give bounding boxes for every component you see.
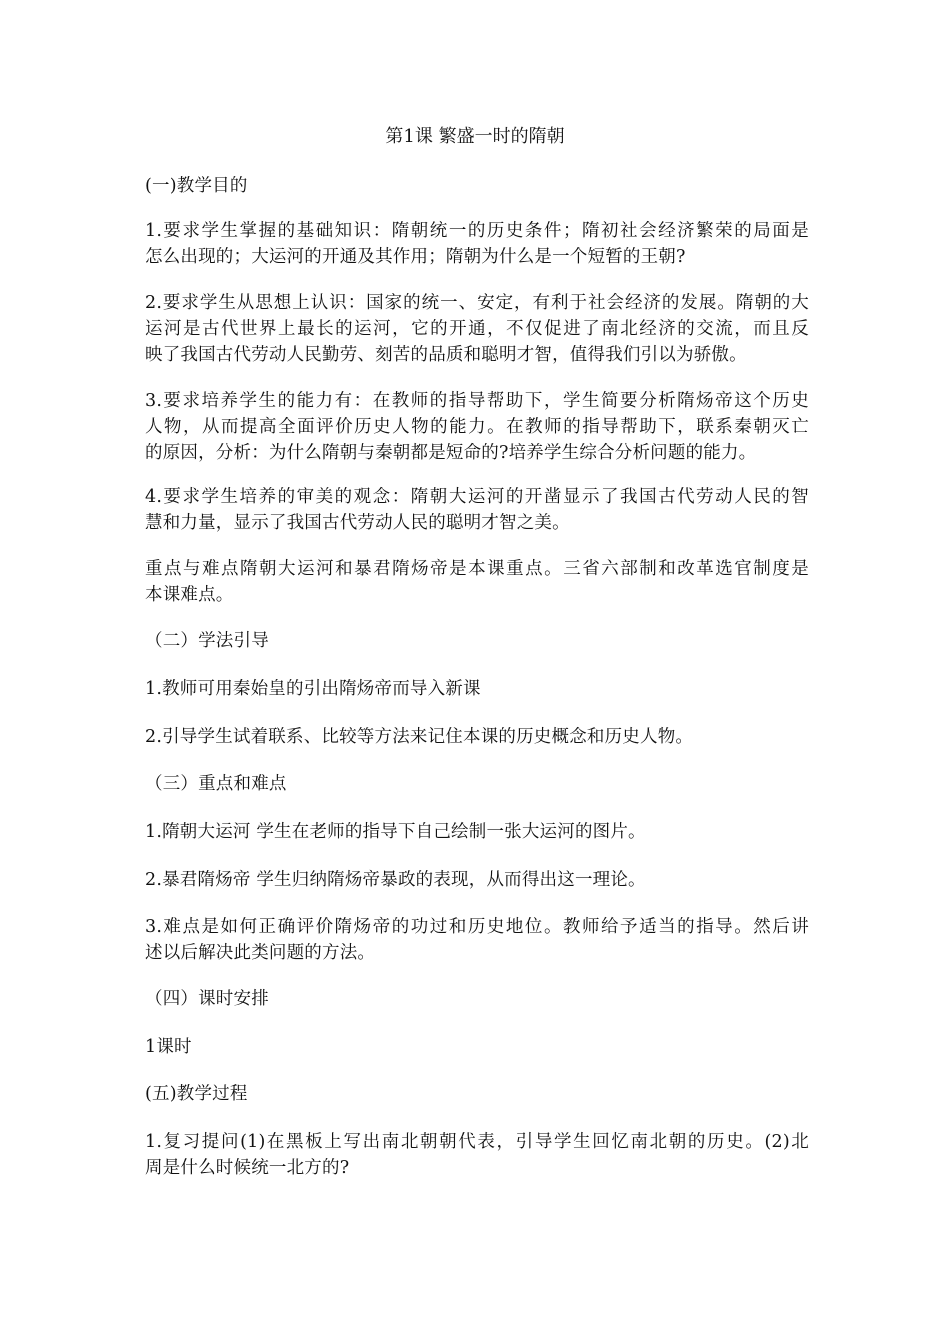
text-line: 映了我国古代劳动人民勤劳、刻苦的品质和聪明才智，值得我们引以为骄傲。 [145, 345, 747, 365]
text-line: 周是什么时候统一北方的? [145, 1158, 350, 1178]
paragraph-key-points [145, 556, 809, 608]
paragraph-schedule: 1课时 [145, 1037, 192, 1057]
paragraph-objective-3 [145, 388, 809, 466]
text-line: 述以后解决此类问题的方法。 [145, 943, 376, 963]
paragraph-objective-2 [145, 290, 809, 368]
text-line: 4.要求学生培养的审美的观念：隋朝大运河的开凿显示了我国古代劳动人民的智 [145, 487, 809, 507]
text-line: 运河是古代世界上最长的运河，它的开通，不仅促进了南北经济的交流，而且反 [145, 319, 809, 339]
paragraph-study-guide-2: 2.引导学生试着联系、比较等方法来记住本课的历史概念和历史人物。 [145, 727, 694, 747]
paragraph-objective-1 [145, 218, 809, 270]
section-heading-study-guide: （二）学法引导 [145, 631, 269, 651]
paragraph-key-difficult-2: 2.暴君隋炀帝 学生归纳隋炀帝暴政的表现，从而得出这一理论。 [145, 870, 646, 890]
paragraph-key-difficult-3 [145, 914, 809, 966]
text-line: 重点与难点隋朝大运河和暴君隋炀帝是本课重点。三省六部制和改革选官制度是 [145, 559, 809, 579]
paragraph-objective-4 [145, 484, 809, 536]
text-line: 人物，从而提高全面评价历史人物的能力。在教师的指导帮助下，联系秦朝灭亡 [145, 417, 809, 437]
section-heading-objectives: (一)教学目的 [145, 176, 248, 196]
text-line: 怎么出现的；大运河的开通及其作用；隋朝为什么是一个短暂的王朝? [145, 247, 686, 267]
text-line: 3.难点是如何正确评价隋炀帝的功过和历史地位。教师给予适当的指导。然后讲 [145, 917, 809, 937]
paragraph-key-difficult-1: 1.隋朝大运河 学生在老师的指导下自己绘制一张大运河的图片。 [145, 822, 646, 842]
text-line: 1.复习提问(1)在黑板上写出南北朝朝代表，引导学生回忆南北朝的历史。(2)北 [145, 1132, 809, 1152]
paragraph-study-guide-1: 1.教师可用秦始皇的引出隋炀帝而导入新课 [145, 679, 481, 699]
text-line: 1.要求学生掌握的基础知识：隋朝统一的历史条件；隋初社会经济繁荣的局面是 [145, 221, 809, 241]
document-title: 第1课 繁盛一时的隋朝 [385, 126, 565, 147]
text-line: 2.要求学生从思想上认识：国家的统一、安定，有利于社会经济的发展。隋朝的大 [145, 293, 809, 313]
section-heading-process: (五)教学过程 [145, 1084, 248, 1104]
text-line: 的原因，分析：为什么隋朝与秦朝都是短命的?培养学生综合分析问题的能力。 [145, 443, 757, 463]
text-line: 3.要求培养学生的能力有：在教师的指导帮助下，学生简要分析隋炀帝这个历史 [145, 391, 809, 411]
paragraph-process-1 [145, 1129, 809, 1181]
section-heading-schedule: （四）课时安排 [145, 989, 269, 1009]
section-heading-key-difficult: （三）重点和难点 [145, 774, 287, 794]
text-line: 本课难点。 [145, 585, 234, 605]
text-line: 慧和力量，显示了我国古代劳动人民的聪明才智之美。 [145, 513, 570, 533]
